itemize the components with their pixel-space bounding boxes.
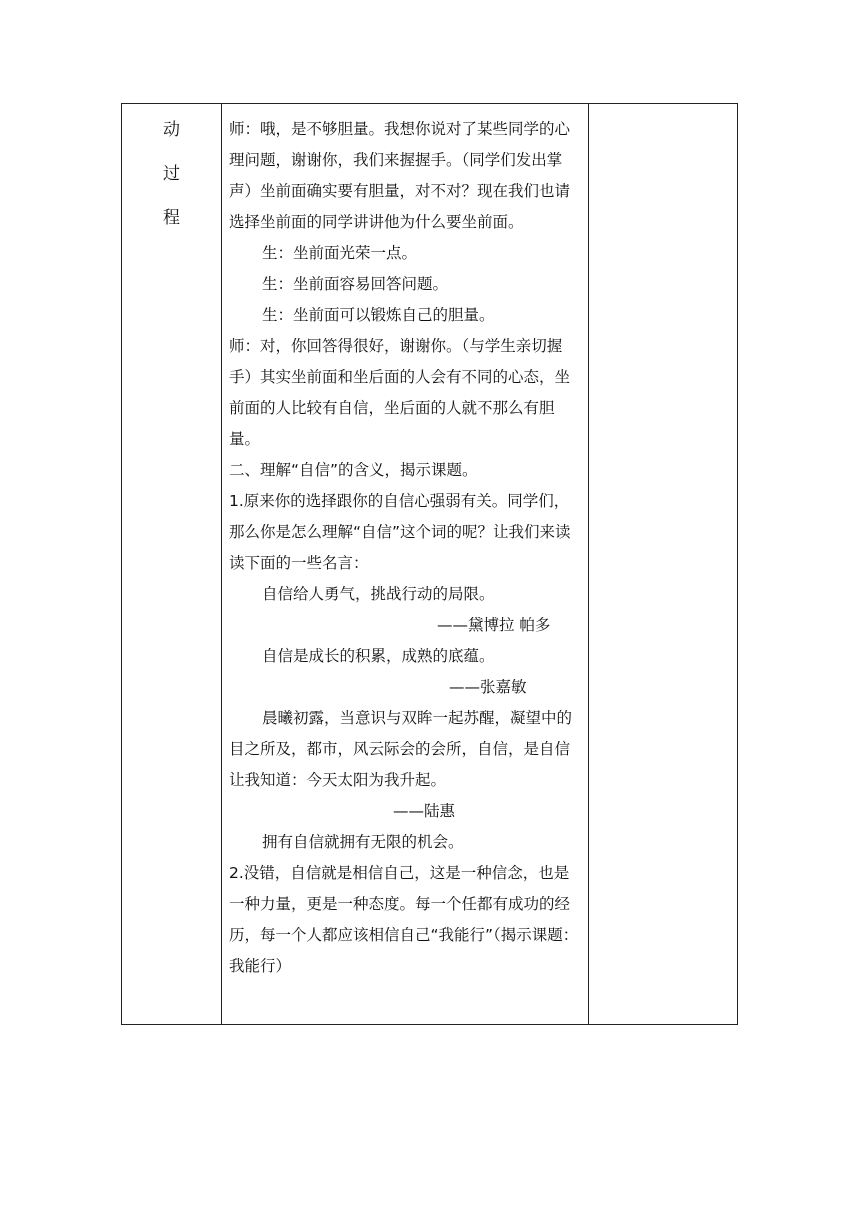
student-answer: 生：坐前面可以锻炼自己的胆量。: [262, 306, 495, 324]
section-label-char: 程: [163, 208, 180, 228]
lesson-content: [229, 114, 581, 982]
section-label-char: 过: [163, 164, 180, 184]
column-divider-1: [221, 104, 222, 1024]
student-answer: 生：坐前面容易回答问题。: [262, 275, 449, 293]
quote-text: 自信是成长的积累，成熟的底蕴。: [262, 647, 495, 665]
lesson-table: [121, 103, 738, 1025]
quote-attribution: ——陆惠: [393, 802, 456, 820]
student-answer: 生：坐前面光荣一点。: [262, 244, 418, 262]
summary-paragraph: 2.没错，自信就是相信自己，这是一种信念，也是一种力量，更是一种态度。每一个任都有成功的经历，每一个人都应该相信自己“我能行”（揭示课题：我能行）: [229, 864, 579, 975]
teacher-paragraph: 师：哦，是不够胆量。我想你说对了某些同学的心理问题，谢谢你，我们来握握手。（同学们发出掌声）坐前面确实要有胆量，对不对？现在我们也请选择坐前面的同学讲讲他为什么要坐前面。: [229, 120, 571, 231]
instruction-paragraph: 1.原来你的选择跟你的自信心强弱有关。同学们，那么你是怎么理解“自信”这个词的呢？让我们来读读下面的一些名言：: [229, 492, 571, 572]
quote-attribution: ——张嘉敏: [449, 678, 527, 696]
quote-text: 拥有自信就拥有无限的机会。: [262, 833, 464, 851]
teacher-paragraph: 师：对，你回答得很好，谢谢你。（与学生亲切握手）其实坐前面和坐后面的人会有不同的心态，坐前面的人比较有自信，坐后面的人就不那么有胆量。: [229, 337, 571, 448]
quote-text: 晨曦初露，当意识与双眸一起苏醒，凝望中的目之所及，都市，风云际会的会所，自信，是自信让我知道：今天太阳为我升起。: [229, 709, 573, 789]
column-divider-2: [588, 104, 589, 1024]
quote-text: 自信给人勇气，挑战行动的局限。: [262, 585, 495, 603]
quote-attribution: ——黛博拉 帕多: [437, 616, 551, 634]
section-heading: 二、理解“自信”的含义，揭示课题。: [229, 461, 478, 479]
section-label-char: 动: [163, 120, 180, 140]
